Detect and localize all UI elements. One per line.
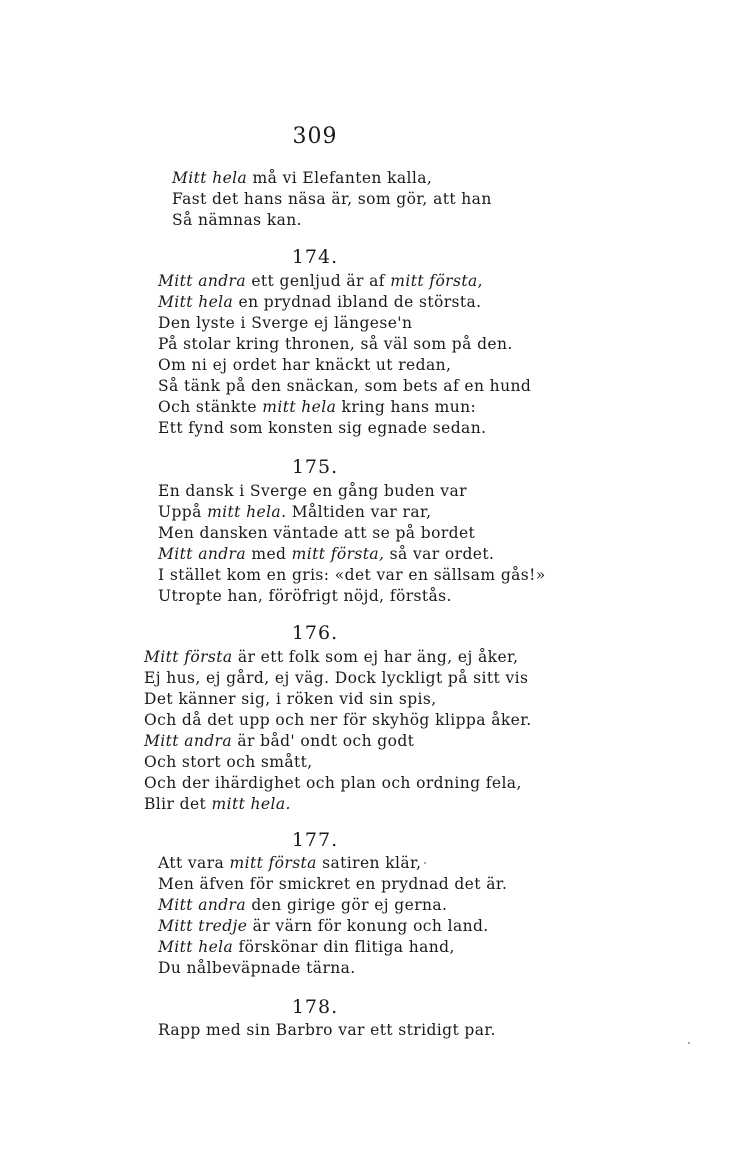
text-segment: Och stort och smått, xyxy=(144,753,313,771)
print-speck xyxy=(424,862,426,864)
verse-line xyxy=(172,210,302,230)
verse-line xyxy=(158,292,481,312)
text-segment: Rapp med sin Barbro var ett stridigt par. xyxy=(158,1021,496,1039)
text-segment: ett genljud är af xyxy=(246,272,391,290)
verse-line xyxy=(158,397,476,417)
verse-line xyxy=(144,752,313,772)
verse-line xyxy=(158,895,447,915)
text-segment: så var ordet. xyxy=(384,545,495,563)
verse-line xyxy=(144,647,518,667)
print-speck xyxy=(688,1042,690,1044)
italic-phrase: Mitt andra xyxy=(158,896,247,914)
italic-phrase: mitt första xyxy=(390,272,478,290)
verse-line xyxy=(158,544,494,564)
text-segment: Och då det upp och ner för skyhög klippa åker. xyxy=(144,711,532,729)
text-segment: satiren klär, xyxy=(316,854,422,872)
text-segment: Om ni ej ordet har knäckt ut redan, xyxy=(158,356,452,374)
italic-phrase: mitt hela. xyxy=(211,795,291,813)
italic-phrase: mitt hela xyxy=(262,398,337,416)
text-segment: Den lyste i Sverge ej längese'n xyxy=(158,314,413,332)
italic-phrase: Mitt andra xyxy=(158,272,247,290)
riddle-number: 174. xyxy=(291,246,339,268)
text-segment: , xyxy=(477,272,483,290)
text-segment: Och stänkte xyxy=(158,398,263,416)
italic-phrase: mitt första, xyxy=(291,545,385,563)
page-number: 309 xyxy=(292,124,338,149)
verse-line xyxy=(144,668,528,688)
text-segment: På stolar kring thronen, så väl som på den. xyxy=(158,335,513,353)
text-segment: Ej hus, ej gård, ej väg. Dock lyckligt på sitt vis xyxy=(144,669,529,687)
text-segment: En dansk i Sverge en gång buden var xyxy=(158,482,467,500)
verse-line xyxy=(158,565,546,585)
text-segment: Så nämnas kan. xyxy=(172,211,302,229)
verse-line xyxy=(158,355,451,375)
italic-phrase: Mitt första xyxy=(144,648,233,666)
italic-phrase: mitt hela. xyxy=(207,503,287,521)
verse-line xyxy=(158,481,467,501)
italic-phrase: Mitt andra xyxy=(158,545,247,563)
text-segment: Så tänk på den snäckan, som bets af en hund xyxy=(158,377,532,395)
text-segment: Men äfven för smickret en prydnad det är. xyxy=(158,875,508,893)
italic-phrase: mitt första xyxy=(229,854,317,872)
text-segment: Måltiden var rar, xyxy=(286,503,432,521)
verse-line xyxy=(158,958,356,978)
text-segment: Du nålbeväpnade tärna. xyxy=(158,959,356,977)
text-segment: Utropte han, föröfrigt nöjd, förstås. xyxy=(158,587,452,605)
text-segment: I stället kom en gris: «det var en sällsam gås!» xyxy=(158,566,546,584)
verse-line xyxy=(158,853,421,873)
text-segment: Uppå xyxy=(158,503,208,521)
verse-line xyxy=(172,168,432,188)
text-segment: är ett folk som ej har äng, ej åker, xyxy=(232,648,519,666)
riddle-number: 177. xyxy=(291,829,339,851)
verse-line xyxy=(158,916,489,936)
verse-line xyxy=(158,313,412,333)
verse-line xyxy=(158,874,507,894)
text-segment: en prydnad ibland de största. xyxy=(233,293,482,311)
text-segment: är båd' ondt och godt xyxy=(232,732,415,750)
text-segment: Att vara xyxy=(158,854,230,872)
riddle-number: 175. xyxy=(291,456,339,478)
text-segment: må vi Elefanten kalla, xyxy=(247,169,433,187)
text-segment: den girige gör ej gerna. xyxy=(246,896,448,914)
verse-line xyxy=(144,710,532,730)
verse-line xyxy=(172,189,492,209)
verse-line xyxy=(158,586,452,606)
text-segment: Ett fynd som konsten sig egnade sedan. xyxy=(158,419,487,437)
italic-phrase: Mitt andra xyxy=(144,732,233,750)
text-segment: är värn för konung och land. xyxy=(247,917,489,935)
verse-line xyxy=(144,794,291,814)
riddle-number: 178. xyxy=(291,996,339,1018)
verse-line xyxy=(158,418,486,438)
text-segment: kring hans mun: xyxy=(336,398,477,416)
text-segment: med xyxy=(246,545,292,563)
text-segment: förskönar din flitiga hand, xyxy=(233,938,455,956)
text-segment: Fast det hans näsa är, som gör, att han xyxy=(172,190,492,208)
text-segment: Blir det xyxy=(144,795,212,813)
verse-line xyxy=(158,502,431,522)
italic-phrase: Mitt hela xyxy=(158,293,234,311)
italic-phrase: Mitt hela xyxy=(172,169,248,187)
verse-line xyxy=(158,937,455,957)
verse-line xyxy=(158,334,513,354)
verse-line xyxy=(144,689,437,709)
verse-line xyxy=(158,271,483,291)
text-segment: Men dansken väntade att se på bordet xyxy=(158,524,476,542)
riddle-number: 176. xyxy=(291,622,339,644)
verse-line xyxy=(158,376,531,396)
italic-phrase: Mitt tredje xyxy=(158,917,248,935)
verse-line xyxy=(158,1020,496,1040)
text-segment: Det känner sig, i röken vid sin spis, xyxy=(144,690,437,708)
italic-phrase: Mitt hela xyxy=(158,938,234,956)
verse-line xyxy=(144,773,522,793)
verse-line xyxy=(158,523,475,543)
verse-line xyxy=(144,731,414,751)
text-segment: Och der ihärdighet och plan och ordning fela, xyxy=(144,774,522,792)
